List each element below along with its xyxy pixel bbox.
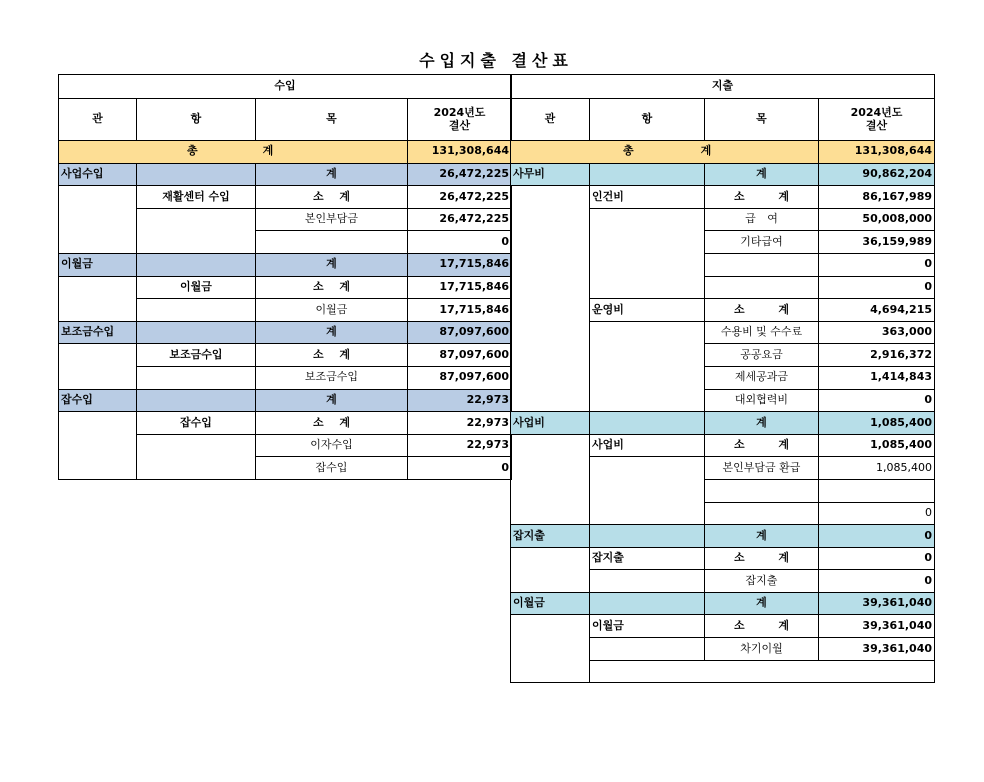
income-amount-cell: 22,973: [408, 434, 512, 457]
expense-total-label-b: 계: [700, 144, 712, 158]
income-hang-cell: 보조금수입: [137, 344, 256, 367]
table-row: [511, 163, 935, 186]
table-row: [511, 186, 935, 209]
expense-hang-cell: 운영비: [590, 299, 705, 322]
income-total-label-b: 계: [262, 144, 274, 158]
expense-hang-cell: 사업비: [590, 434, 705, 457]
income-mok-cell: 이월금: [256, 299, 408, 322]
expense-header-amount: [819, 99, 935, 141]
expense-mok-cell: 급 여: [705, 208, 819, 231]
expense-mok-cell: 계: [705, 525, 819, 548]
expense-amount-cell: 0: [819, 525, 935, 548]
expense-amount-cell: 1,414,843: [819, 366, 935, 389]
expense-hang-cell: 잡지출: [590, 547, 705, 570]
expense-amount-cell: 50,008,000: [819, 208, 935, 231]
income-total-label-a: 총: [187, 144, 198, 158]
income-amount-cell: 26,472,225: [408, 186, 512, 209]
income-kwan-cell: 보조금수입: [59, 321, 137, 344]
page-title: 수입지출 결산표: [419, 51, 573, 70]
income-header-amount: [408, 99, 512, 141]
expense-mok-cell: 계: [705, 592, 819, 615]
income-amount-cell: 87,097,600: [408, 366, 512, 389]
expense-header-mok: 목: [705, 99, 819, 141]
expense-amount-cell: 90,862,204: [819, 163, 935, 186]
expense-kwan-cell: 잡지출: [511, 525, 590, 548]
table-row: [59, 253, 512, 276]
income-header-amount-line2: 결산: [448, 118, 471, 132]
expense-amount-cell: 0: [819, 502, 935, 525]
expense-total-label-a: 총: [623, 144, 634, 158]
expense-amount-cell: 86,167,989: [819, 186, 935, 209]
income-mok-cell: 소 계: [256, 186, 408, 209]
income-kwan-cell: 이월금: [59, 253, 137, 276]
income-hang-cell: 재활센터 수입: [137, 186, 256, 209]
expense-mok-cell: 기타급여: [705, 231, 819, 254]
expense-amount-cell: 36,159,989: [819, 231, 935, 254]
expense-amount-cell: 0: [819, 570, 935, 593]
income-mok-cell: 소 계: [256, 276, 408, 299]
expense-amount-cell: 0: [819, 276, 935, 299]
expense-amount-cell: 0: [819, 389, 935, 412]
expense-hang-cell: 이월금: [590, 615, 705, 638]
income-mok-cell: 소 계: [256, 344, 408, 367]
income-mok-cell: 이자수입: [256, 434, 408, 457]
table-row: [59, 186, 512, 209]
income-amount-cell: 87,097,600: [408, 344, 512, 367]
income-mok-cell: 잡수입: [256, 457, 408, 480]
expense-mok-cell: 계: [705, 412, 819, 435]
expense-kwan-cell: 사업비: [511, 412, 590, 435]
income-hang-cell: 이월금: [137, 276, 256, 299]
expense-mok-cell: 계: [705, 163, 819, 186]
income-amount-cell: 22,973: [408, 389, 512, 412]
expense-total-row: [511, 141, 935, 164]
expense-hang-cell: 인건비: [590, 186, 705, 209]
table-row: [511, 412, 935, 435]
income-mok-cell: 본인부담금: [256, 208, 408, 231]
expense-header-amount-line2: 결산: [865, 118, 888, 132]
income-header-mok: 목: [256, 99, 408, 141]
income-amount-cell: 17,715,846: [408, 276, 512, 299]
income-amount-cell: 26,472,225: [408, 163, 512, 186]
income-mok-cell: 계: [256, 389, 408, 412]
income-amount-cell: 17,715,846: [408, 253, 512, 276]
expense-kwan-cell: 이월금: [511, 592, 590, 615]
expense-amount-cell: 4,694,215: [819, 299, 935, 322]
expense-total-amount: 131,308,644: [819, 141, 935, 164]
income-kwan-cell: 잡수입: [59, 389, 137, 412]
expense-mok-cell: 소 계: [705, 547, 819, 570]
table-row: [59, 412, 512, 435]
income-total-row: [59, 141, 512, 164]
expense-amount-cell: [819, 479, 935, 502]
income-header-kwan: 관: [59, 99, 137, 141]
income-amount-cell: 0: [408, 457, 512, 480]
expense-kwan-cell: 사무비: [511, 163, 590, 186]
table-row: [511, 547, 935, 570]
expense-mok-cell: 제세공과금: [705, 366, 819, 389]
expense-amount-cell: 1,085,400: [819, 457, 935, 480]
table-row: [59, 321, 512, 344]
table-row: [511, 525, 935, 548]
expense-mok-cell: 공공요금: [705, 344, 819, 367]
income-amount-cell: 0: [408, 231, 512, 254]
expense-amount-cell: 1,085,400: [819, 412, 935, 435]
income-kwan-cell: 사업수입: [59, 163, 137, 186]
income-amount-cell: 87,097,600: [408, 321, 512, 344]
table-row: [59, 163, 512, 186]
expense-mok-cell: 차기이월: [705, 638, 819, 661]
expense-amount-cell: 363,000: [819, 321, 935, 344]
expense-header-hang: 항: [590, 99, 705, 141]
income-mok-cell: 소 계: [256, 412, 408, 435]
income-mok-cell: 계: [256, 321, 408, 344]
expense-mok-cell: 수용비 및 수수료: [705, 321, 819, 344]
table-row: [59, 389, 512, 412]
expense-amount-cell: 39,361,040: [819, 638, 935, 661]
expense-header-amount-line1: 2024년도: [850, 105, 903, 119]
table-row: [59, 276, 512, 299]
expense-mok-cell: 소 계: [705, 615, 819, 638]
table-row: [511, 615, 935, 638]
table-row: [511, 434, 935, 457]
table-row: [59, 344, 512, 367]
income-amount-cell: 17,715,846: [408, 299, 512, 322]
expense-amount-cell: 39,361,040: [819, 592, 935, 615]
income-header-hang: 항: [137, 99, 256, 141]
expense-amount-cell: 0: [819, 547, 935, 570]
income-mok-cell: 계: [256, 163, 408, 186]
expense-amount-cell: 1,085,400: [819, 434, 935, 457]
expense-mok-cell: 본인부담금 환급: [705, 457, 819, 480]
expense-amount-cell: 0: [819, 253, 935, 276]
expense-header-kwan: 관: [511, 99, 590, 141]
expense-mok-cell: 소 계: [705, 299, 819, 322]
income-header-amount-line1: 2024년도: [433, 105, 486, 119]
income-total-amount: 131,308,644: [408, 141, 512, 164]
expense-mok-cell: 소 계: [705, 186, 819, 209]
expense-mok-cell: 잡지출: [705, 570, 819, 593]
expense-amount-cell: 2,916,372: [819, 344, 935, 367]
income-amount-cell: 26,472,225: [408, 208, 512, 231]
expense-table: [510, 74, 935, 683]
expense-amount-cell: 39,361,040: [819, 615, 935, 638]
expense-mok-cell: 대외협력비: [705, 389, 819, 412]
expense-mok-cell: 소 계: [705, 434, 819, 457]
income-table: [58, 74, 512, 480]
income-hang-cell: 잡수입: [137, 412, 256, 435]
table-row: [511, 592, 935, 615]
income-section-header: 수입: [59, 75, 512, 99]
income-amount-cell: 22,973: [408, 412, 512, 435]
income-mok-cell: 계: [256, 253, 408, 276]
expense-section-header: 지출: [511, 75, 935, 99]
income-mok-cell: 보조금수입: [256, 366, 408, 389]
